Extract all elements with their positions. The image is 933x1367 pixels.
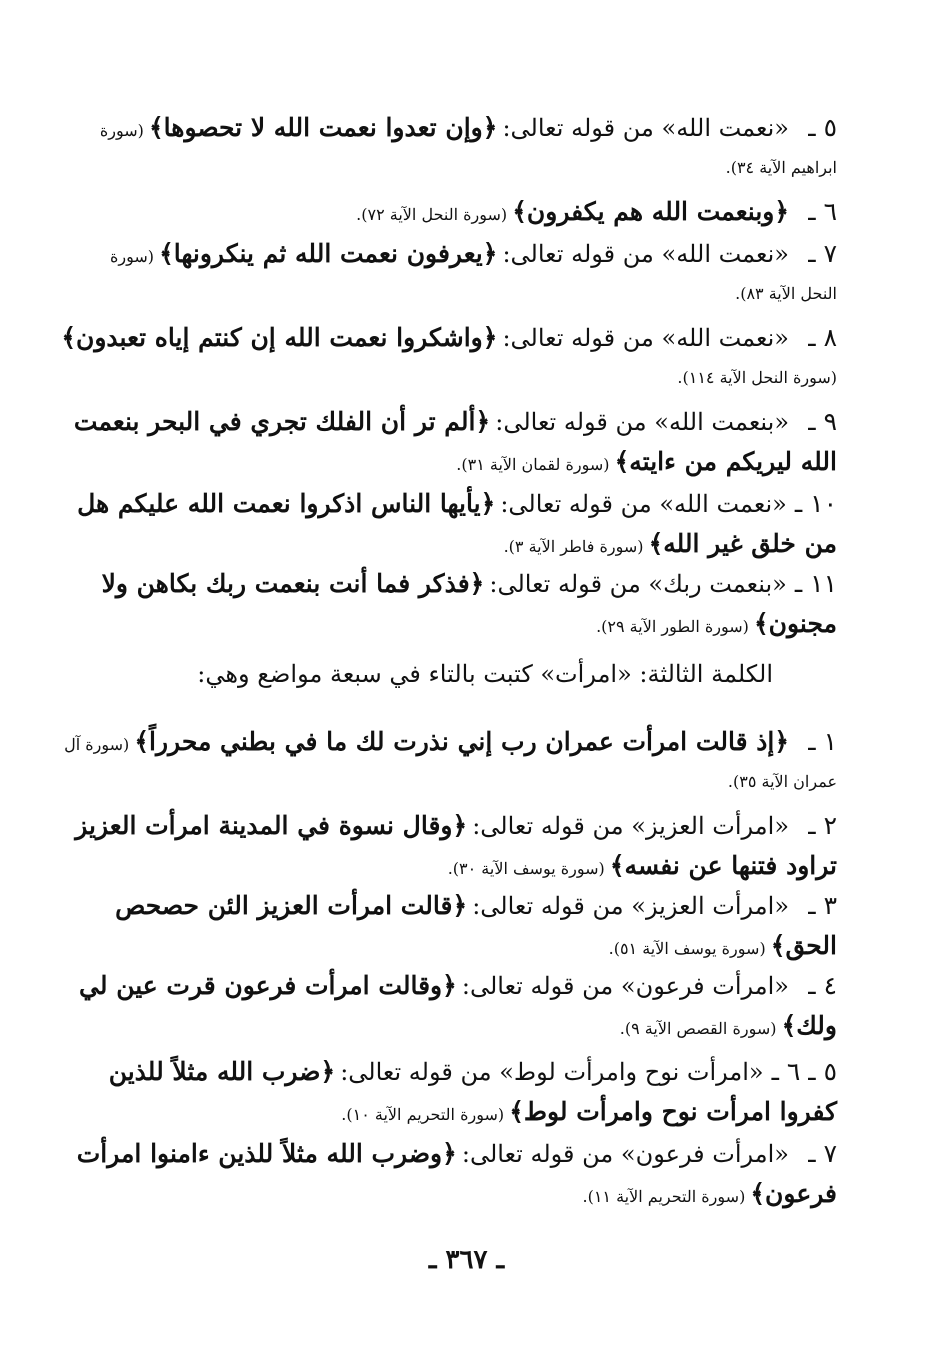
quran-quote: ﴿وقالت امرأت فرعون قرت عين لي: [79, 971, 457, 1000]
surah-reference: (سورة آل: [64, 735, 130, 754]
item-lead: «بنعمت ربك» من قوله تعالى:: [489, 570, 787, 598]
section-heading: الكلمة الثالثة: «امرأت» كتبت بالتاء في سبعة مواضع وهي:: [197, 660, 773, 688]
item-number: ١١ ـ: [794, 569, 837, 598]
list-item: [75, 806, 837, 886]
surah-reference: (سورة النحل الآية ١١٤).: [677, 368, 837, 387]
list-item: [61, 318, 837, 398]
list-item: [108, 1052, 837, 1132]
surah-reference: (سورة النحل الآية ٧٢).: [356, 205, 508, 224]
surah-reference: (سورة فاطر الآية ٣).: [503, 537, 644, 556]
quran-quote: ﴿وبنعمت الله هم يكفرون﴾: [512, 197, 789, 226]
quran-quote: ﴿يعرفون نعمت الله ثم ينكرونها﴾: [159, 239, 498, 268]
surah-reference: (سورة القصص الآية ٩).: [619, 1019, 777, 1038]
list-item: [79, 966, 837, 1046]
list-item: [128, 192, 837, 232]
list-item: [76, 1134, 837, 1214]
quran-quote: مجنون﴾: [754, 609, 837, 638]
item-lead: «نعمت الله» من قوله تعالى:: [502, 114, 789, 142]
surah-reference: (سورة التحريم الآية ١٠).: [341, 1105, 505, 1124]
item-number: ٤ ـ: [808, 971, 837, 1000]
quran-quote: فرعون﴾: [750, 1179, 837, 1208]
item-number: ٧ ـ: [808, 1139, 837, 1168]
item-lead: «بنعمت الله» من قوله تعالى:: [495, 408, 789, 436]
quran-quote: ﴿واشكروا نعمت الله إن كنتم إياه تعبدون﴾: [61, 323, 498, 352]
item-number: ٢ ـ: [808, 811, 837, 840]
item-number: ٩ ـ: [808, 407, 837, 436]
quran-quote: ﴿ألم تر أن الفلك تجري في البحر بنعمت: [73, 407, 491, 436]
surah-reference: عمران الآية ٣٥).: [727, 772, 837, 791]
surah-reference: (سورة: [99, 121, 144, 140]
surah-reference: (سورة يوسف الآية ٣٠).: [447, 859, 605, 878]
quran-quote: ﴿فذكر فما أنت بنعمت ربك بكاهن ولا: [101, 569, 485, 598]
surah-reference: (سورة يوسف الآية ٥١).: [608, 939, 766, 958]
surah-reference: النحل الآية ٨٣).: [735, 284, 837, 303]
item-lead: «نعمت الله» من قوله تعالى:: [502, 324, 789, 352]
quran-quote: ﴿إذ قالت امرأت عمران رب إني نذرت لك ما في بطني محرراً﴾: [134, 727, 789, 756]
quran-quote: ﴿ضرب الله مثلاً للذين: [108, 1057, 336, 1086]
quran-quote: كفروا امرأت نوح وامرأت لوط﴾: [509, 1097, 837, 1126]
list-item: [73, 402, 837, 482]
quran-quote: من خلق غير الله﴾: [648, 529, 837, 558]
page-number: ـ ٣٦٧ ـ: [428, 1245, 505, 1275]
surah-reference: (سورة لقمان الآية ٣١).: [456, 455, 610, 474]
quran-quote: ﴿وضرب الله مثلاً للذين ءامنوا امرأت: [76, 1139, 457, 1168]
item-lead: «امرأت فرعون» من قوله تعالى:: [461, 1140, 789, 1168]
item-lead: «نعمت الله» من قوله تعالى:: [502, 240, 789, 268]
item-number: ١ ـ: [808, 727, 837, 756]
item-number: ٧ ـ: [808, 239, 837, 268]
quran-quote: ﴿يأيها الناس اذكروا نعمت الله عليكم هل: [77, 489, 496, 518]
list-item: [109, 234, 837, 314]
item-lead: «امرأت العزيز» من قوله تعالى:: [472, 812, 789, 840]
item-number: ٣ ـ: [808, 891, 837, 920]
quran-quote: ولك﴾: [781, 1011, 837, 1040]
quran-quote: ﴿قالت امرأت العزيز الئن حصحص: [115, 891, 468, 920]
item-number: ١٠ ـ: [794, 489, 837, 518]
item-lead: «امرأت العزيز» من قوله تعالى:: [472, 892, 789, 920]
quran-quote: تراود فتنها عن نفسه﴾: [609, 851, 837, 880]
quran-quote: ﴿وقال نسوة في المدينة امرأت العزيز: [75, 811, 468, 840]
surah-reference: (سورة الطور الآية ٢٩).: [596, 617, 749, 636]
item-lead: «امرأت نوح وامرأت لوط» من قوله تعالى:: [340, 1058, 764, 1086]
item-number: ٨ ـ: [808, 323, 837, 352]
list-item: [101, 564, 837, 644]
surah-reference: (سورة: [109, 247, 154, 266]
quran-quote: الله ليريكم من ءايته﴾: [614, 447, 837, 476]
item-number: ٥ ـ: [808, 113, 837, 142]
item-number: ٦ ـ: [808, 197, 837, 226]
list-item: [77, 484, 837, 564]
item-number: ٥ ـ ٦ ـ: [771, 1057, 837, 1086]
quran-quote: الحق﴾: [770, 931, 837, 960]
item-lead: «امرأت فرعون» من قوله تعالى:: [461, 972, 789, 1000]
list-item: [115, 886, 837, 966]
list-item: [99, 108, 837, 188]
list-item: [64, 722, 837, 802]
surah-reference: (سورة التحريم الآية ١١).: [582, 1187, 746, 1206]
item-lead: «نعمت الله» من قوله تعالى:: [500, 490, 787, 518]
surah-reference: ابراهيم الآية ٣٤).: [725, 158, 837, 177]
quran-quote: ﴿وإن تعدوا نعمت الله لا تحصوها﴾: [149, 113, 498, 142]
